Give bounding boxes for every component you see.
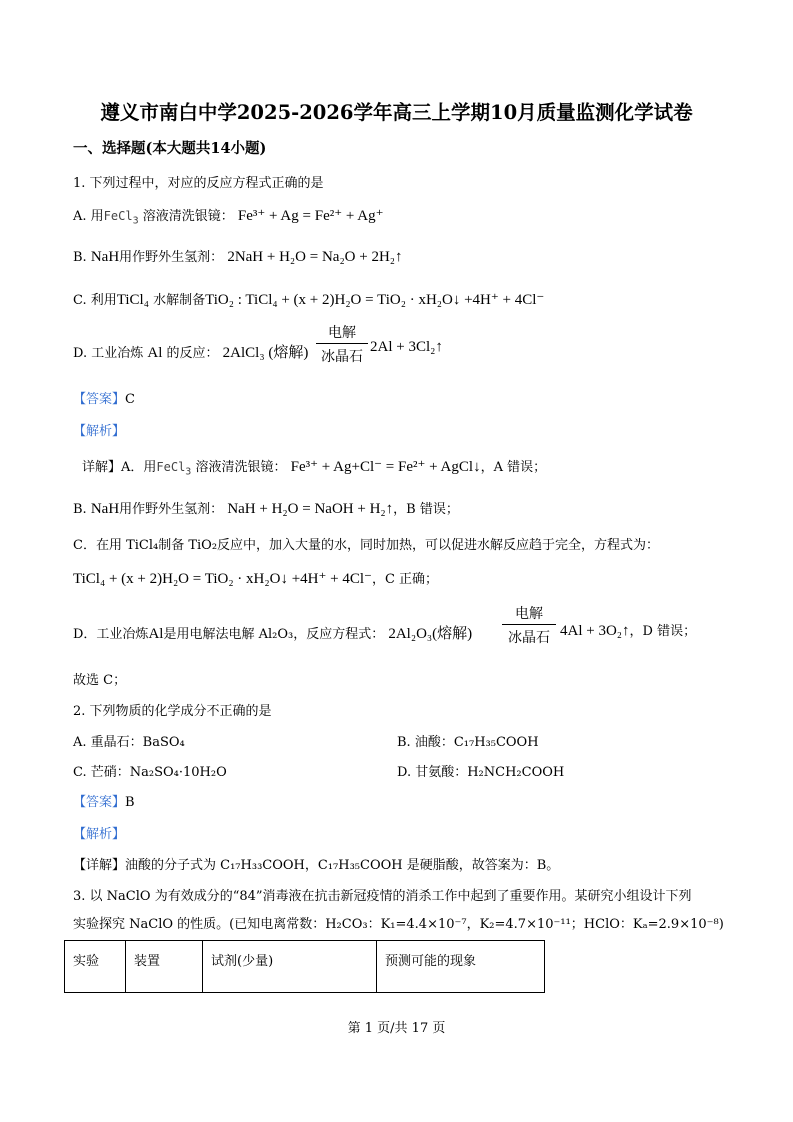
q1-detail-a-equation: Fe³⁺ + Ag+Cl⁻ = Fe²⁺ + AgCl↓ bbox=[290, 459, 481, 475]
q1-d-metal: Al bbox=[147, 345, 163, 361]
q1-d-text: 的反应： bbox=[166, 346, 219, 361]
q1-c-equation: TiO₂ : TiCl₄ + (x + 2)H₂O = TiO₂ · xH₂O↓ +4H⁺ + 4Cl⁻ bbox=[205, 292, 545, 308]
experiment-table bbox=[64, 940, 545, 993]
q2-option-a: A. 重晶石：BaSO₄ bbox=[73, 735, 185, 750]
q1-detail-a-reagent bbox=[156, 460, 192, 478]
answer-tag: 【答案】 bbox=[73, 392, 126, 407]
q1-detail-b-equation: NaH + H₂O = NaOH + H₂↑ bbox=[227, 501, 394, 517]
q2-option-b: B. 油酸：C₁₇H₃₅COOH bbox=[397, 735, 539, 750]
q1-detail-a-prefix: 详解】A．用 bbox=[82, 460, 157, 475]
q1-d-equation-right: 2Al + 3Cl₂↑ bbox=[370, 339, 443, 355]
q1-option-b bbox=[73, 246, 403, 266]
q1-detail-d-condition-bottom: 冰晶石 bbox=[508, 630, 550, 646]
q1-detail-d-text: 是用电解法电解 Al₂O₃，反应方程式： bbox=[163, 627, 385, 642]
section-heading: 一、选择题(本大题共14小题) bbox=[73, 140, 267, 157]
q1-a-prefix: A. 用 bbox=[73, 209, 104, 224]
q1-detail-d-condition-top: 电解 bbox=[515, 606, 543, 622]
q1-detail-d bbox=[73, 622, 472, 643]
question-3-line-2: 实验探究 NaClO 的性质。(已知电离常数：H₂CO₃：K₁=4.4×10⁻⁷，K₂=4.7×10⁻¹¹；HClO：Kₐ=2.9×10⁻⁸) bbox=[73, 917, 724, 932]
table-header-row bbox=[65, 941, 545, 993]
answer-value: B bbox=[125, 795, 135, 810]
table-header-cell: 装置 bbox=[126, 941, 203, 993]
q1-b-reagent: NaH bbox=[90, 249, 120, 265]
q1-option-c bbox=[73, 289, 544, 309]
q1-detail-b-text: 用作野外生氢剂： bbox=[119, 502, 224, 517]
page-footer: 第 1 页/共 17 页 bbox=[347, 1021, 446, 1036]
question-1-stem: 1. 下列过程中，对应的反应方程式正确的是 bbox=[73, 176, 324, 191]
q1-b-text: 用作野外生氢剂： bbox=[119, 250, 224, 265]
q1-detail-a-reagent-sub: 3 bbox=[185, 466, 192, 478]
q1-d-prefix: D. 工业冶炼 bbox=[73, 346, 144, 361]
q1-detail-b-end: ，B 错误； bbox=[393, 502, 459, 517]
page-title: 遵义市南白中学2025-2026学年高三上学期10月质量监测化学试卷 bbox=[100, 101, 693, 124]
q1-option-d bbox=[73, 341, 308, 362]
q1-detail-d-equation-left: 2Al₂O₃(熔解) bbox=[388, 626, 473, 642]
q1-detail-d-right bbox=[560, 620, 696, 640]
q1-c-text: 水解制备 bbox=[153, 293, 206, 308]
table-header-cell: 实验 bbox=[65, 941, 126, 993]
table-header-cell: 试剂(少量) bbox=[203, 941, 377, 993]
q1-detail-d-prefix: D．工业冶炼 bbox=[73, 627, 149, 642]
q1-a-reagent bbox=[103, 209, 139, 227]
q1-detail-a-text: 溶液清洗银镜： bbox=[195, 460, 287, 475]
q1-detail-b bbox=[73, 498, 459, 518]
q1-conclusion: 故选 C； bbox=[73, 673, 127, 688]
answer-tag: 【答案】 bbox=[73, 795, 126, 810]
q1-b-prefix: B. bbox=[73, 250, 87, 265]
q1-b-equation: 2NaH + H₂O = Na₂O + 2H₂↑ bbox=[227, 249, 403, 265]
q1-option-a bbox=[73, 205, 384, 226]
q2-option-c: C. 芒硝：Na₂SO₄·10H₂O bbox=[73, 765, 227, 780]
q1-detail-a-reagent-text: FeCl bbox=[156, 460, 186, 474]
q2-detail bbox=[73, 854, 559, 873]
q1-detail-d-metal: Al bbox=[148, 626, 164, 642]
q1-detail-c-end: ，C 正确； bbox=[371, 572, 439, 587]
q1-detail-d-condition bbox=[502, 603, 556, 647]
q1-detail-d-end: ，D 错误； bbox=[629, 624, 697, 639]
q1-detail-b-reagent: NaH bbox=[90, 501, 120, 517]
analysis-tag: 【解析】 bbox=[73, 827, 126, 842]
q2-option-d: D. 甘氨酸：H₂NCH₂COOH bbox=[397, 765, 565, 780]
q1-d-condition-bottom: 冰晶石 bbox=[321, 349, 363, 365]
q1-detail-a-end: ，A 错误； bbox=[480, 460, 547, 475]
detail-tag: 【详解】 bbox=[73, 858, 126, 873]
question-3-line-1: 3. 以 NaClO 为有效成分的“84”消毒液在抗击新冠疫情的消杀工作中起到了重要作用。某研究小组设计下列 bbox=[73, 889, 692, 904]
answer-value: C bbox=[125, 392, 135, 407]
question-2-stem: 2. 下列物质的化学成分不正确的是 bbox=[73, 704, 272, 719]
q1-d-condition bbox=[316, 322, 368, 366]
q1-a-equation: Fe³⁺ + Ag = Fe²⁺ + Ag⁺ bbox=[237, 208, 384, 224]
q1-c-reagent: TiCl₄ bbox=[116, 292, 149, 308]
q1-detail-c-equation-line bbox=[73, 568, 438, 588]
q1-detail-c-equation: TiCl₄ + (x + 2)H₂O = TiO₂ · xH₂O↓ +4H⁺ + 4Cl⁻ bbox=[73, 571, 372, 587]
q1-detail-d-equation-right: 4Al + 3O₂↑ bbox=[560, 623, 630, 639]
q1-a-reagent-text: FeCl bbox=[103, 209, 133, 223]
q2-answer bbox=[73, 791, 135, 810]
q1-detail-b-prefix: B. bbox=[73, 502, 87, 517]
q1-d-equation-left: 2AlCl₃ (熔解) bbox=[222, 345, 309, 361]
analysis-tag: 【解析】 bbox=[73, 424, 126, 439]
q1-a-text: 溶液清洗银镜： bbox=[142, 209, 234, 224]
q1-d-condition-top: 电解 bbox=[328, 325, 356, 341]
q1-detail-a bbox=[82, 456, 546, 477]
q1-answer bbox=[73, 388, 135, 407]
q1-a-reagent-sub: 3 bbox=[132, 215, 139, 227]
q1-c-prefix: C. 利用 bbox=[73, 293, 117, 308]
q2-detail-text: 油酸的分子式为 C₁₇H₃₃COOH，C₁₇H₃₅COOH 是硬脂酸，故答案为：B。 bbox=[125, 858, 560, 873]
q1-detail-c-line: C．在用 TiCl₄制备 TiO₂反应中，加入大量的水，同时加热，可以促进水解反应趋于完全，方程式为： bbox=[73, 538, 660, 553]
table-header-cell: 预测可能的现象 bbox=[377, 941, 545, 993]
